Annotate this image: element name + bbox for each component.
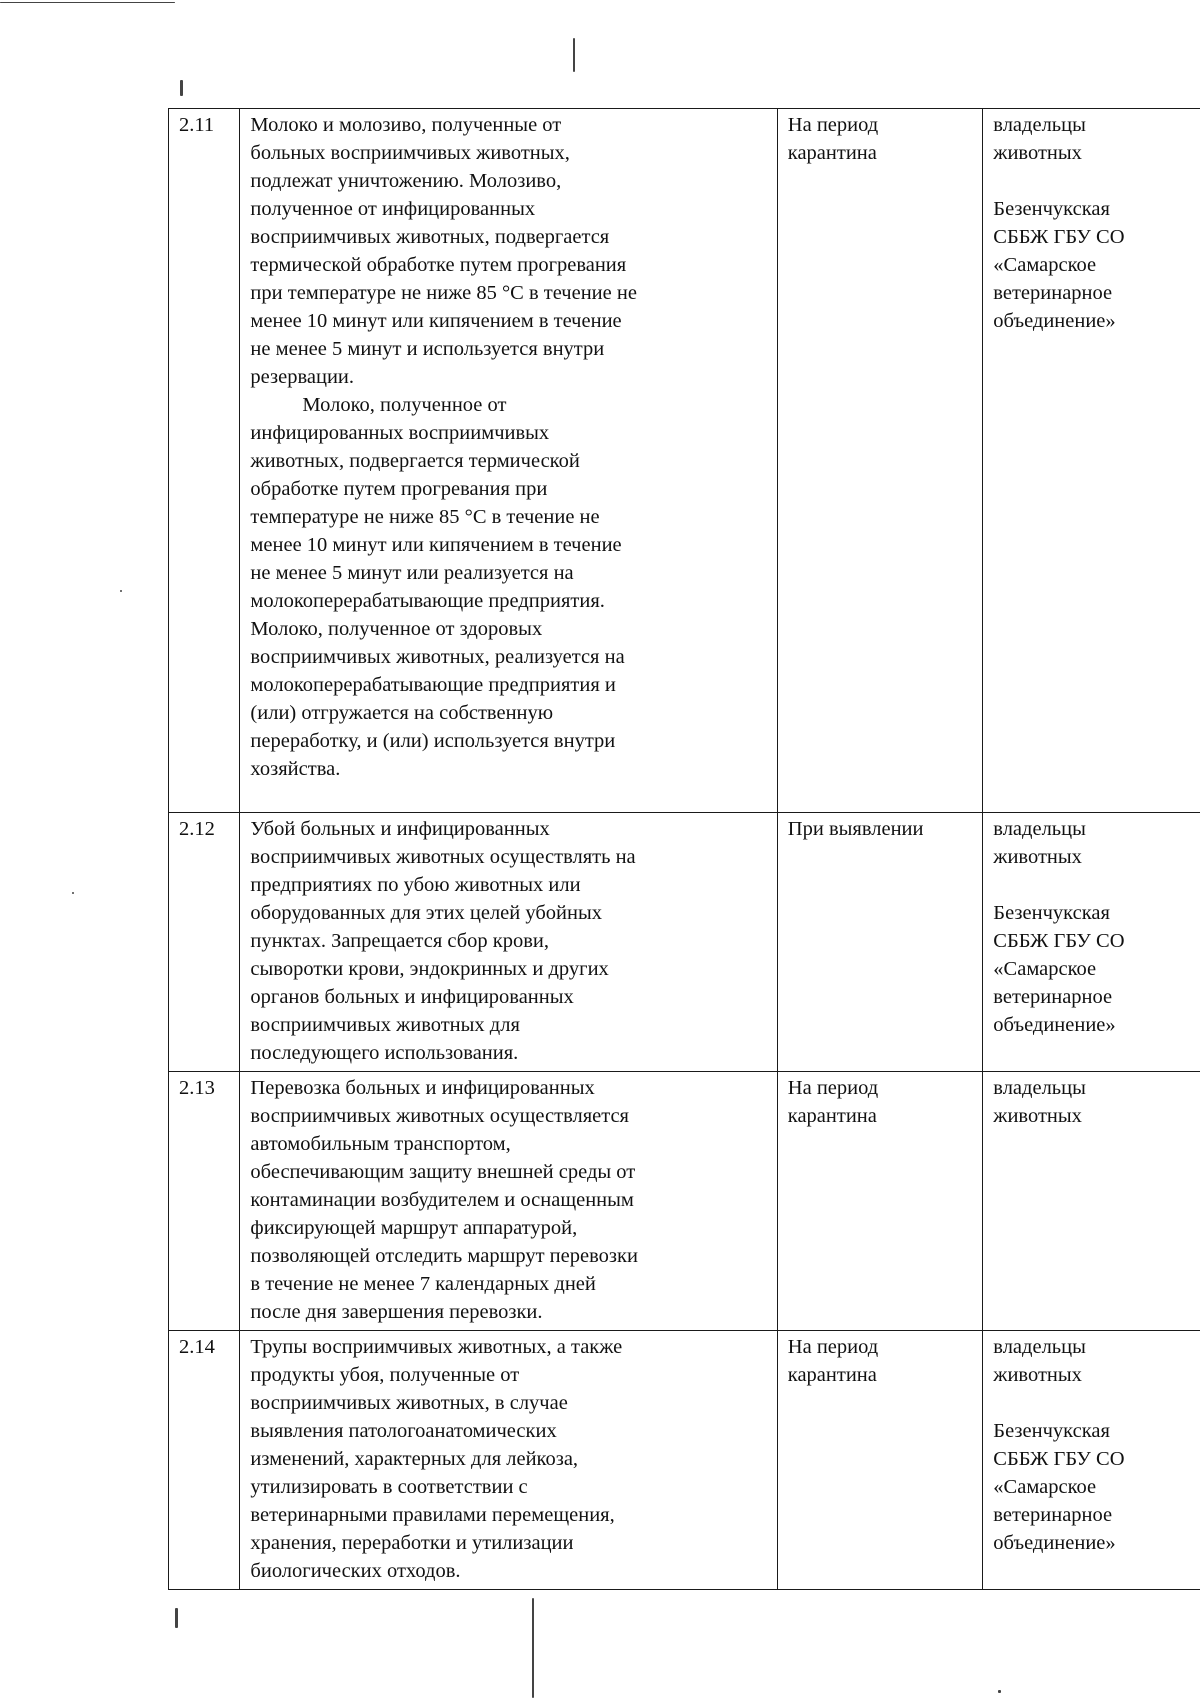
scan-speck (120, 590, 122, 592)
row-number: 2.13 (169, 1072, 240, 1331)
deadline-text: При выявлении (787, 818, 924, 840)
row-number: 2.12 (169, 813, 240, 1072)
scan-speck (0, 2, 175, 3)
responsible-owner: владельцы животных (993, 114, 1086, 164)
responsible-owner: владельцы животных (993, 818, 1086, 868)
scan-speck (180, 80, 183, 96)
measure-text (240, 813, 777, 1072)
responsible-owner: владельцы животных (993, 1077, 1086, 1127)
responsible-org: Безенчукская СББЖ ГБУ СО «Самарское ветеринарное объединение» (993, 902, 1125, 1036)
responsible-cell (983, 1072, 1200, 1331)
responsible-cell (983, 1331, 1200, 1590)
responsible-cell (983, 109, 1200, 813)
measure-text (240, 109, 777, 813)
measure-text (240, 1072, 777, 1331)
table-row (169, 109, 1200, 813)
scan-speck (175, 1608, 178, 1628)
deadline-cell (777, 813, 983, 1072)
scan-speck (573, 38, 575, 72)
table-row (169, 813, 1200, 1072)
deadline-text: На период карантина (787, 1336, 879, 1386)
table-row (169, 1331, 1200, 1590)
deadline-text: На период карантина (787, 114, 879, 164)
deadline-text: На период карантина (787, 1077, 879, 1127)
measure-paragraph: Трупы восприимчивых животных, а также продукты убоя, полученные от восприимчивых животных, в случае выявления патологоанатомических изменений, характерных для лейкоза, утилизировать в соответствии с ветеринарными правилами перемещения, хранения, переработки и утилизации биологических отходов. (250, 1336, 623, 1582)
scan-speck (532, 1598, 534, 1698)
scan-speck (998, 1690, 1001, 1693)
responsible-org: Безенчукская СББЖ ГБУ СО «Самарское ветеринарное объединение» (993, 1420, 1125, 1554)
deadline-cell (777, 1331, 983, 1590)
responsible-org: Безенчукская СББЖ ГБУ СО «Самарское ветеринарное объединение» (993, 198, 1125, 332)
measures-table (168, 108, 1200, 1590)
responsible-cell (983, 813, 1200, 1072)
row-number: 2.14 (169, 1331, 240, 1590)
scan-speck (72, 892, 74, 894)
responsible-owner: владельцы животных (993, 1336, 1086, 1386)
measure-paragraph: Молоко, полученное от инфицированных восприимчивых животных, подвергается термической обработке путем прогревания при температуре не ниже 85 °C в течение не менее 10 минут или кипячением в течение не менее 5 минут или реализуется на молокоперерабатывающие предприятия. Молоко, полученное от здоровых восприимчивых животных, реализуется на молокоперерабатывающие предприятия и (или) отгружается на собственную переработку, и (или) используется внутри хозяйства. (250, 394, 625, 780)
measure-text (240, 1331, 777, 1590)
measure-paragraph: Убой больных и инфицированных восприимчивых животных осуществлять на предприятиях по убою животных или оборудованных для этих целей убойных пунктах. Запрещается сбор крови, сыворотки крови, эндокринных и других органов больных и инфицированных восприимчивых животных для последующего использования. (250, 818, 636, 1064)
deadline-cell (777, 1072, 983, 1331)
table-row (169, 1072, 1200, 1331)
deadline-cell (777, 109, 983, 813)
measure-paragraph: Перевозка больных и инфицированных восприимчивых животных осуществляется автомобильным транспортом, обеспечивающим защиту внешней среды от контаминации возбудителем и оснащенным фиксирующей маршрут аппаратурой, позволяющей отследить маршрут перевозки в течение не менее 7 календарных дней после дня завершения перевозки. (250, 1077, 638, 1323)
measure-paragraph: Молоко и молозиво, полученные от больных восприимчивых животных, подлежат уничтожению. Молозиво, полученное от инфицированных восприимчивых животных, подвергается термической обработке путем прогревания при температуре не ниже 85 °C в течение не менее 10 минут или кипячением в течение не менее 5 минут и используется внутри резервации. (250, 114, 637, 388)
row-number: 2.11 (169, 109, 240, 813)
